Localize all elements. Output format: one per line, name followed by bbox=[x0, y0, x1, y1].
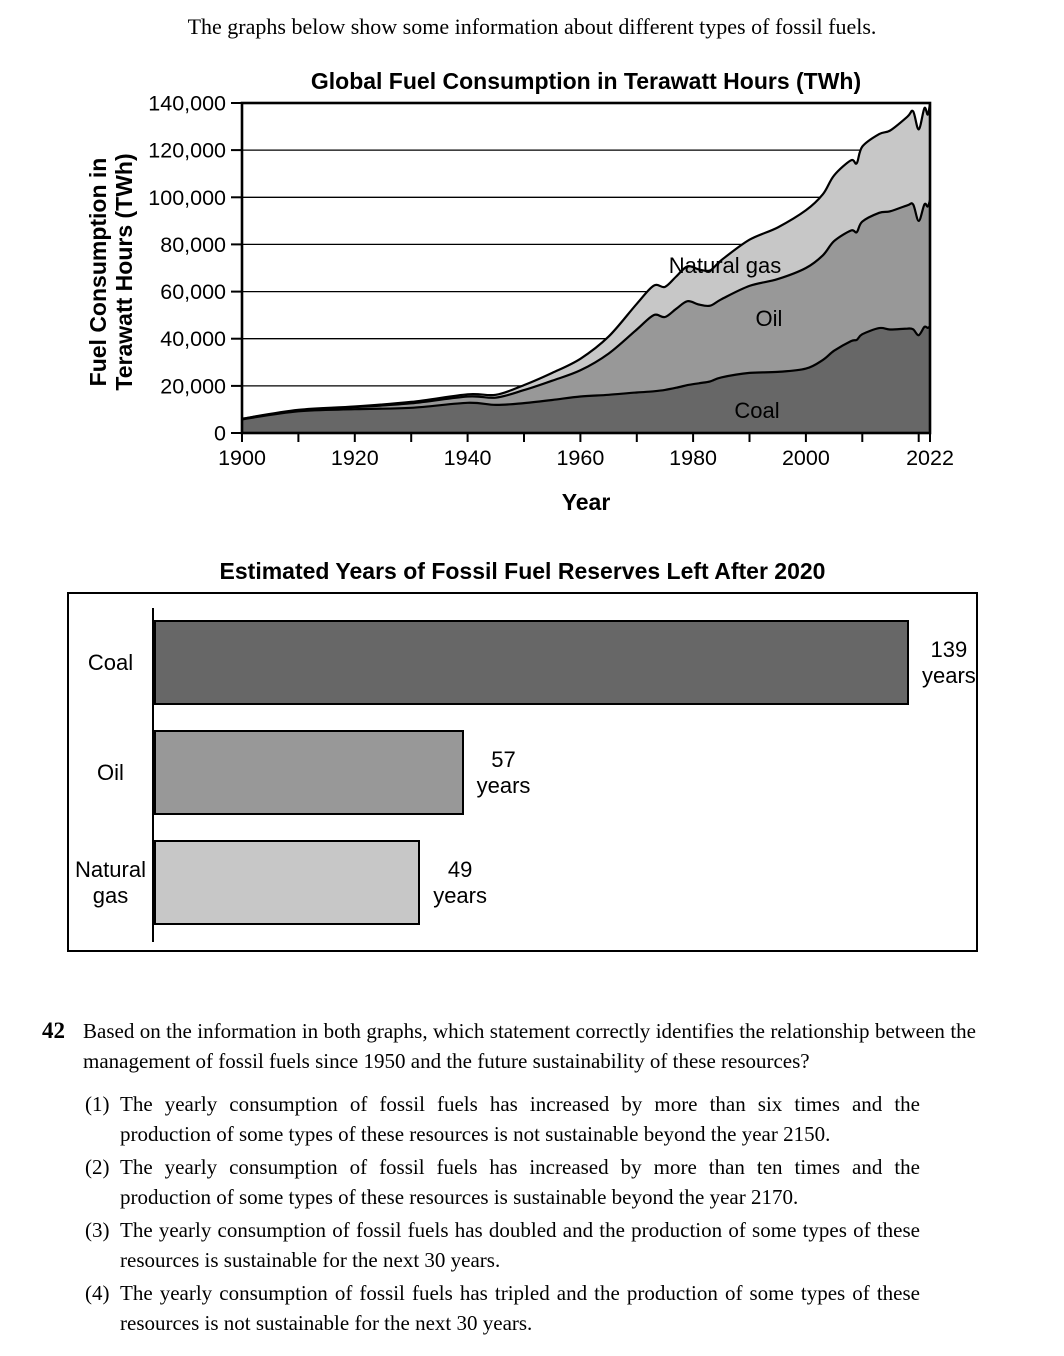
y-tick-label: 0 bbox=[214, 421, 226, 446]
bar-row-oil bbox=[69, 730, 976, 815]
y-tick-label: 80,000 bbox=[160, 232, 226, 257]
y-tick-label: 60,000 bbox=[160, 280, 226, 305]
answer-option-2 bbox=[85, 1152, 976, 1212]
question-text: Based on the information in both graphs, which statement correctly identifies the relationship between the management of fossil fuels since 1950 and the future sustainability of these resources? bbox=[83, 1019, 976, 1073]
chart1-title: Global Fuel Consumption in Terawatt Hours (TWh) bbox=[310, 68, 862, 94]
x-tick-label: 2000 bbox=[781, 446, 830, 470]
y-axis-title-line2: Terawatt Hours (TWh) bbox=[111, 153, 137, 391]
x-tick-label: 2022 bbox=[906, 446, 954, 470]
natural-gas-bar bbox=[154, 840, 420, 925]
option-number: (2) bbox=[85, 1155, 110, 1179]
coal-bar bbox=[154, 620, 909, 705]
y-tick-label: 120,000 bbox=[148, 138, 226, 163]
area-label-oil: Oil bbox=[755, 306, 783, 331]
area-label-coal: Coal bbox=[734, 398, 780, 423]
coal-bar-value-label: 139 years bbox=[922, 636, 976, 688]
option-text: The yearly consumption of fossil fuels has increased by more than six times and the production of some types of these resources is not sustainable beyond the year 2150. bbox=[120, 1092, 920, 1146]
reserves-bar-chart bbox=[67, 592, 978, 952]
answer-option-1 bbox=[85, 1089, 976, 1149]
chart2-title: Estimated Years of Fossil Fuel Reserves Left After 2020 bbox=[219, 558, 826, 584]
natural-gas-bar-value-label: 49 years bbox=[433, 856, 487, 908]
bar-category-label: Coal bbox=[87, 649, 134, 675]
consumption-area-chart bbox=[0, 60, 1064, 520]
oil-bar-value-label: 57 years bbox=[476, 746, 531, 798]
answer-option-3 bbox=[85, 1215, 976, 1275]
question-42 bbox=[42, 1016, 976, 1341]
option-text: The yearly consumption of fossil fuels has doubled and the production of some types of these resources is sustainable for the next 30 years. bbox=[120, 1218, 920, 1272]
bar-row-natural-gas bbox=[69, 840, 976, 925]
x-axis-title: Year bbox=[561, 489, 611, 515]
oil-bar bbox=[154, 730, 464, 815]
area-label-natural-gas: Natural gas bbox=[668, 253, 782, 278]
y-tick-label: 20,000 bbox=[160, 374, 226, 399]
x-tick-label: 1960 bbox=[556, 446, 605, 470]
intro-text: The graphs below show some information about different types of fossil fuels. bbox=[187, 14, 877, 39]
y-tick-label: 100,000 bbox=[148, 185, 226, 210]
y-axis-title-line1: Fuel Consumption in bbox=[85, 157, 111, 387]
option-text: The yearly consumption of fossil fuels has increased by more than ten times and the production of some types of these resources is sustainable beyond the year 2170. bbox=[120, 1155, 920, 1209]
option-number: (1) bbox=[85, 1092, 110, 1116]
x-tick-label: 1940 bbox=[443, 446, 492, 470]
option-number: (3) bbox=[85, 1218, 110, 1242]
y-tick-label: 40,000 bbox=[160, 327, 226, 352]
y-tick-label: 140,000 bbox=[148, 91, 226, 116]
x-tick-label: 1900 bbox=[218, 446, 266, 470]
x-tick-label: 1920 bbox=[330, 446, 379, 470]
option-number: (4) bbox=[85, 1281, 110, 1305]
option-text: The yearly consumption of fossil fuels has tripled and the production of some types of these resources is not sustainable for the next 30 years. bbox=[120, 1281, 920, 1335]
x-tick-label: 1980 bbox=[669, 446, 718, 470]
question-number: 42 bbox=[42, 1018, 65, 1043]
answer-option-4 bbox=[85, 1278, 976, 1338]
bar-category-label: Natural gas bbox=[75, 856, 146, 908]
bar-category-label: Oil bbox=[97, 759, 124, 785]
answer-options bbox=[85, 1089, 976, 1338]
bar-row-coal bbox=[69, 620, 976, 705]
